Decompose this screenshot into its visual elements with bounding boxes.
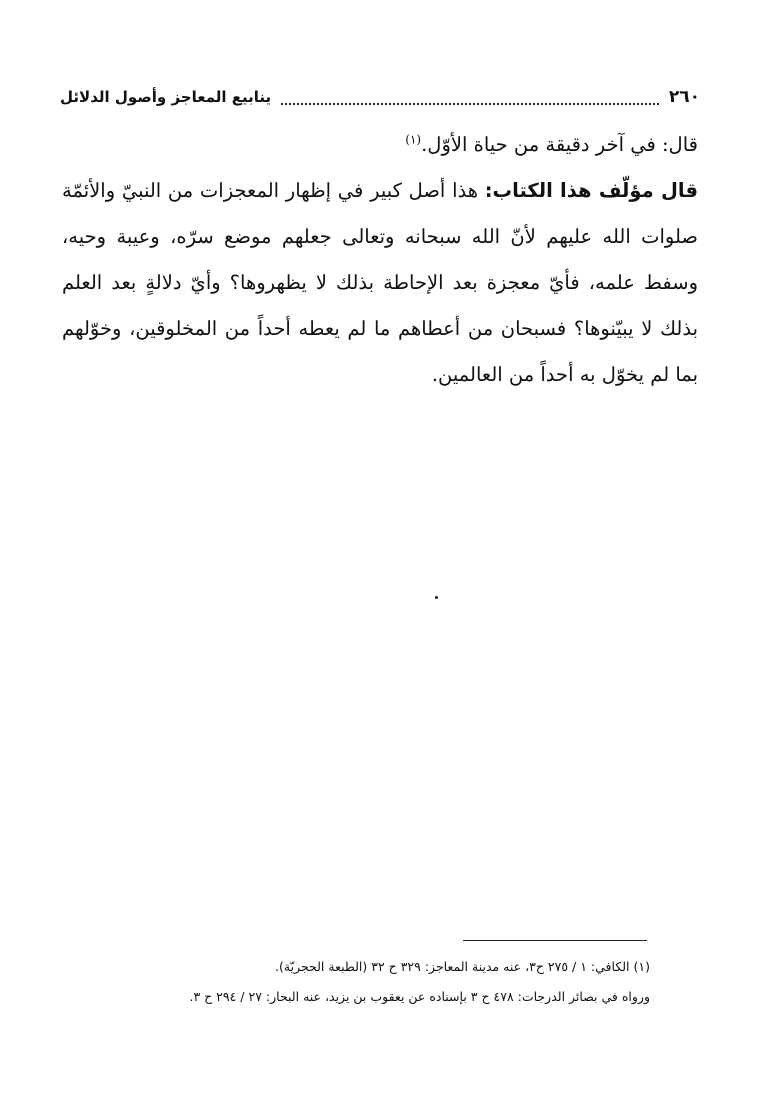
author-heading: قال مؤلّف هذا الكتاب:	[484, 179, 698, 202]
commentary-text: هذا أصل كبير في إظهار المعجزات من النبيّ والأئمّة صلوات الله عليهم لأنّ الله سبحانه وتعالى جعلهم موضع سرّه، وعيبة وحيه، وسفط علمه، فأيّ معجزة بعد الإحاطة بذلك لا يظهروها؟ وأيّ دلالةٍ بعد العلم بذلك لا يبيّنوها؟ فسبحان من أعطاهم ما لم يعطه أحداً من المخلوقين، وخوّلهم بما لم يخوّل به أحداً من العالمين.	[62, 179, 698, 386]
main-text	[62, 122, 698, 398]
footnote-marker: (١)	[405, 132, 422, 147]
stray-mark	[435, 596, 438, 599]
footnote-1-continuation: ورواه في بصائر الدرجات: ٤٧٨ ح ٣ بإسناده عن يعقوب بن يزيد، عنه البحار: ٢٧ / ٢٩٤ ح ٣.	[189, 989, 650, 1004]
footnote-1: (١) الكافي: ١ / ٢٧٥ ح٣، عنه مدينة المعاجز: ٣٢٩ ح ٣٢ (الطبعة الحجريّة).	[275, 959, 650, 974]
header-dot-leader	[281, 93, 659, 105]
page-number: ٢٦٠	[668, 87, 700, 107]
running-header	[60, 82, 700, 112]
quote-text: قال: في آخر دقيقة من حياة الأوّل.	[421, 133, 698, 156]
quote-paragraph	[62, 122, 698, 168]
footnote-separator	[463, 940, 647, 941]
running-title: ينابيع المعاجز وأصول الدلائل	[60, 88, 272, 106]
commentary-paragraph	[62, 168, 698, 398]
footnotes	[150, 952, 650, 1012]
